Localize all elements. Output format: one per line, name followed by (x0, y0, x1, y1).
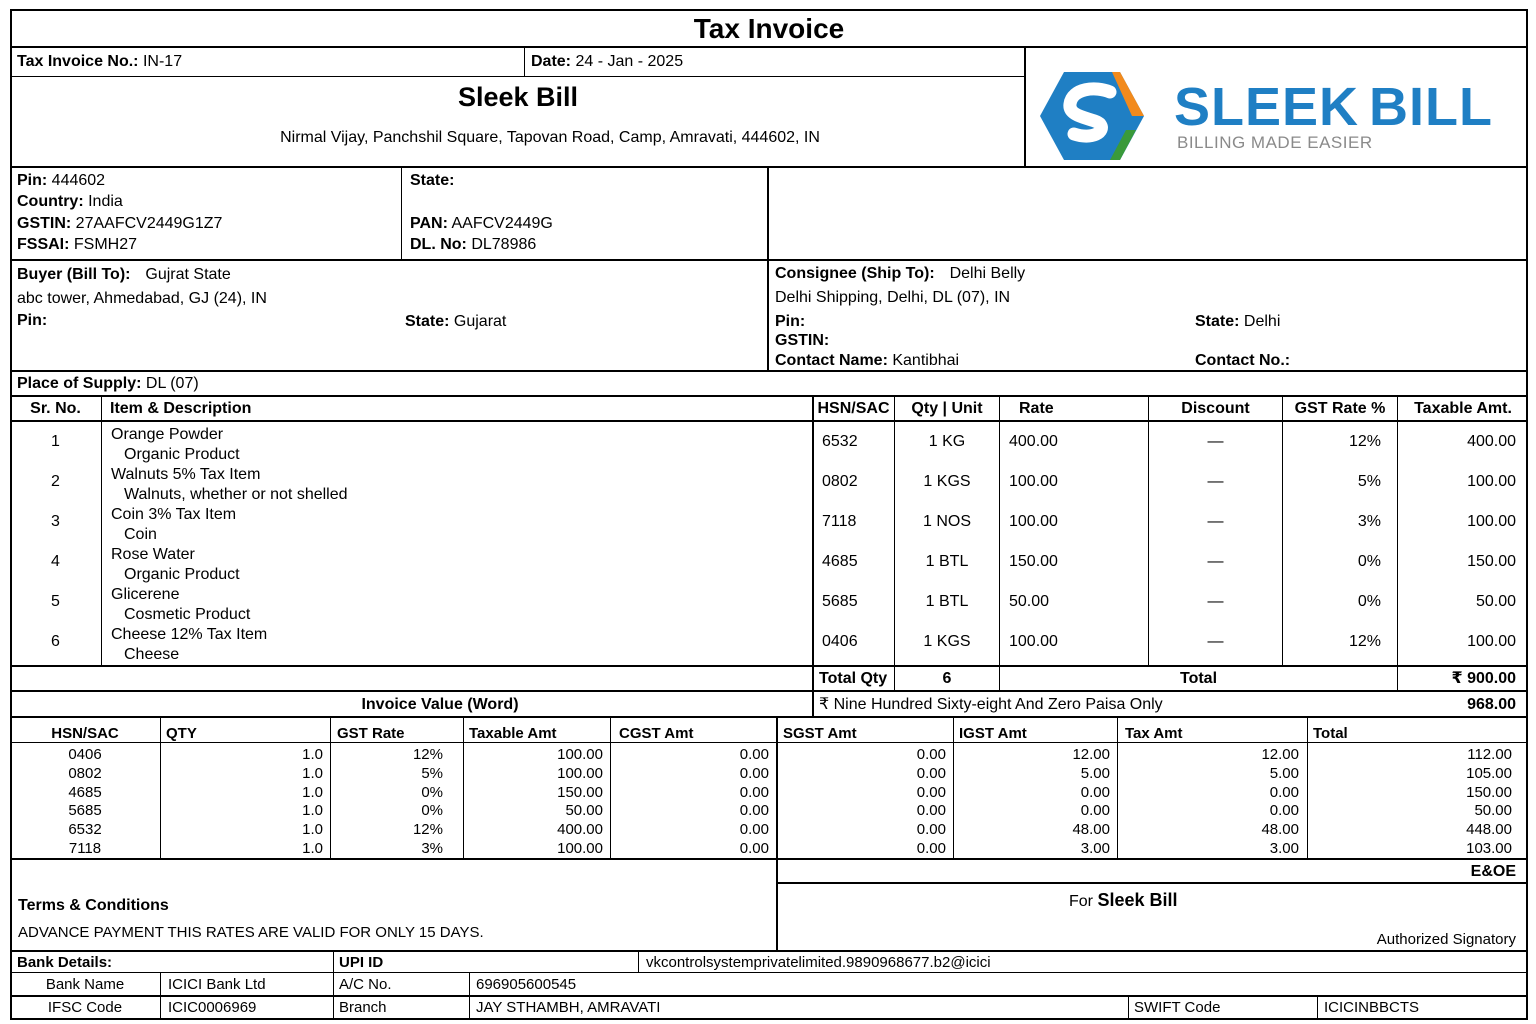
tax-header-cell: Tax Amt (1125, 725, 1183, 742)
tax-cell: 1.0 (302, 802, 323, 820)
item-hsn: 5685 (822, 593, 858, 610)
tax-cell: 1.0 (302, 764, 323, 782)
invoice-date-value: 24 - Jan - 2025 (575, 53, 684, 70)
item-discount: — (1207, 633, 1224, 650)
divider (10, 76, 1026, 77)
seller-country (17, 194, 123, 210)
item-description: Walnuts, whether or not shelled (124, 486, 348, 503)
tax-cell: 1.0 (302, 783, 323, 801)
tax-header-cell: HSN/SAC (51, 725, 119, 742)
bank-title: Bank Details: (17, 954, 113, 971)
tax-cell: 0.00 (1080, 783, 1110, 801)
value: Delhi (1243, 313, 1281, 330)
buyer-pin-label: Pin: (17, 312, 48, 329)
item-discount: — (1207, 513, 1224, 530)
label: State: (410, 172, 455, 189)
seller-gstin (17, 216, 222, 232)
upi-value: vkcontrolsystemprivatelimited.9890968677.b2@icici (646, 954, 991, 971)
divider (638, 950, 639, 973)
value: FSMH27 (73, 236, 138, 253)
divider (10, 166, 1528, 168)
signature-for (1069, 891, 1178, 910)
divider (812, 395, 814, 718)
logo-brand (1174, 77, 1494, 137)
item-gst: 5% (1357, 473, 1381, 490)
tax-cell: 0% (421, 802, 443, 820)
item-taxable: 100.00 (1467, 513, 1516, 530)
tax-cell: 0.00 (739, 764, 769, 782)
label: DL. No: (410, 236, 467, 253)
item-name: Walnuts 5% Tax Item (111, 466, 261, 483)
ac-value: 696905600545 (476, 976, 577, 993)
tax-cell: 0406 (68, 746, 102, 763)
tax-cell: 150.00 (1466, 783, 1512, 801)
items-header-cell: Item & Description (110, 400, 252, 417)
seller-address: Nirmal Vijay, Panchshil Square, Tapovan Road, Camp, Amravati, 444602, IN (280, 129, 820, 146)
ac-label: A/C No. (339, 976, 392, 993)
divider (10, 972, 1528, 973)
tax-cell: 112.00 (1467, 746, 1512, 763)
consignee-pin-label: Pin: (775, 313, 806, 330)
tax-cell: 100.00 (557, 764, 603, 782)
total-qty-label: Total Qty (819, 670, 888, 687)
logo-tagline: BILLING MADE EASIER (1177, 133, 1373, 152)
tax-header-cell: SGST Amt (783, 725, 857, 742)
divider (778, 882, 1528, 884)
bank-name: ICICI Bank Ltd (168, 976, 266, 993)
items-header-cell: GST Rate % (1294, 400, 1386, 417)
item-sr: 5 (51, 593, 60, 610)
tax-cell: 12% (412, 821, 443, 839)
item-taxable: 100.00 (1467, 633, 1516, 650)
divider (10, 420, 1528, 422)
item-taxable: 100.00 (1467, 473, 1516, 490)
label: FSSAI: (17, 236, 70, 253)
item-taxable: 150.00 (1467, 553, 1516, 570)
invoice-number-label: Tax Invoice No.: (17, 53, 139, 70)
item-name: Cheese 12% Tax Item (111, 626, 268, 643)
tax-cell: 100.00 (557, 746, 603, 763)
invoice-number (17, 54, 182, 70)
label: Consignee (Ship To): (775, 265, 935, 282)
tax-cell: 5% (421, 764, 443, 782)
item-name: Rose Water (111, 546, 195, 563)
item-sr: 4 (51, 553, 60, 570)
buyer-state (405, 314, 506, 330)
items-header-cell: Sr. No. (30, 400, 81, 417)
authorized-signatory: Authorized Signatory (1376, 931, 1516, 948)
tax-cell: 3.00 (1080, 840, 1110, 857)
value: Kantibhai (892, 352, 960, 369)
logo-mark-icon (1036, 68, 1146, 164)
tax-cell: 0.00 (916, 764, 946, 782)
divider (10, 395, 1528, 397)
tax-cell: 4685 (68, 783, 102, 801)
item-gst: 0% (1357, 553, 1381, 570)
divider (999, 395, 1000, 691)
divider (160, 972, 161, 1020)
tax-header-cell: IGST Amt (959, 725, 1027, 742)
invoice-date (531, 54, 683, 70)
tax-cell: 5.00 (1080, 764, 1110, 782)
invoice-value-words: ₹ Nine Hundred Sixty-eight And Zero Paisa Only (819, 696, 1163, 713)
tax-cell: 3.00 (1269, 840, 1299, 857)
branch-value: JAY STHAMBH, AMRAVATI (476, 999, 661, 1016)
item-name: Coin 3% Tax Item (111, 506, 237, 523)
ifsc-value: ICIC0006969 (168, 999, 257, 1016)
tax-cell: 0.00 (739, 802, 769, 820)
tax-cell: 0.00 (916, 783, 946, 801)
tax-cell: 3% (421, 840, 443, 857)
tax-cell: 50.00 (565, 802, 603, 820)
divider (469, 972, 470, 1020)
tax-cell: 48.00 (1072, 821, 1110, 839)
label: Place of Supply: (17, 375, 142, 392)
tax-cell: 7118 (68, 840, 102, 857)
value: Sleek Bill (1097, 890, 1178, 910)
item-rate: 50.00 (1009, 593, 1050, 610)
total-amount: ₹ 900.00 (1451, 670, 1516, 687)
tax-cell: 0% (421, 783, 443, 801)
items-header-cell: HSN/SAC (817, 400, 890, 417)
item-taxable: 400.00 (1467, 433, 1516, 450)
item-sr: 3 (51, 513, 60, 530)
item-qty: 1 KGS (923, 633, 971, 650)
tax-cell: 0.00 (739, 746, 769, 763)
consignee-contact-no-label: Contact No.: (1195, 352, 1291, 369)
tax-header-cell: CGST Amt (619, 725, 694, 742)
place-of-supply (17, 376, 199, 392)
buyer-name (17, 267, 231, 283)
seller-pan (410, 216, 553, 232)
item-qty: 1 NOS (922, 513, 971, 530)
sleekbill-logo (1036, 68, 1516, 164)
consignee-name (775, 266, 1025, 282)
tax-cell: 0.00 (916, 746, 946, 763)
tax-header-cell: QTY (166, 725, 197, 742)
items-header-cell: Qty | Unit (911, 400, 983, 417)
seller-state (410, 173, 454, 189)
label: State: (1195, 313, 1240, 330)
eoe: E&OE (1470, 863, 1516, 880)
item-qty: 1 KGS (923, 473, 971, 490)
seller-dl (410, 237, 536, 253)
item-qty: 1 KG (928, 433, 966, 450)
tax-cell: 0802 (68, 764, 102, 782)
item-qty: 1 BTL (925, 593, 969, 610)
divider (333, 950, 334, 1020)
item-description: Coin (124, 526, 157, 543)
tax-cell: 5685 (68, 802, 102, 820)
item-qty: 1 BTL (925, 553, 969, 570)
terms-text: ADVANCE PAYMENT THIS RATES ARE VALID FOR ONLY 15 DAYS. (18, 924, 484, 941)
item-discount: — (1207, 553, 1224, 570)
item-gst: 12% (1348, 433, 1381, 450)
label: Contact Name: (775, 352, 888, 369)
divider (767, 166, 769, 371)
divider (10, 259, 1528, 261)
items-header-cell: Discount (1181, 400, 1250, 417)
item-rate: 150.00 (1009, 553, 1058, 570)
label: GSTIN: (17, 215, 72, 232)
divider (10, 995, 1528, 997)
tax-header-cell: GST Rate (337, 725, 405, 742)
invoice-title: Tax Invoice (693, 13, 845, 44)
value: 27AAFCV2449G1Z7 (75, 215, 223, 232)
item-sr: 2 (51, 473, 60, 490)
item-discount: — (1207, 593, 1224, 610)
seller-fssai (17, 237, 137, 253)
tax-cell: 0.00 (739, 840, 769, 857)
invoice-date-label: Date: (531, 53, 572, 70)
ifsc-label: IFSC Code (47, 999, 123, 1016)
tax-cell: 12.00 (1072, 746, 1110, 763)
tax-cell: 0.00 (739, 821, 769, 839)
tax-cell: 0.00 (1269, 783, 1299, 801)
item-rate: 100.00 (1009, 473, 1058, 490)
tax-cell: 0.00 (916, 840, 946, 857)
value: Gujarat (453, 313, 507, 330)
label: Pin: (17, 172, 48, 189)
tax-cell: 150.00 (557, 783, 603, 801)
tax-cell: 0.00 (916, 802, 946, 820)
divider (10, 690, 1528, 692)
seller-name: Sleek Bill (457, 82, 579, 112)
value: Gujrat State (145, 266, 231, 283)
divider (1128, 995, 1129, 1020)
item-gst: 12% (1348, 633, 1381, 650)
divider (101, 395, 102, 666)
total-label: Total (1179, 670, 1218, 687)
invoice-value: 968.00 (1467, 696, 1516, 713)
divider (1317, 995, 1318, 1020)
divider (10, 742, 1528, 743)
item-hsn: 0802 (822, 473, 858, 490)
item-name: Orange Powder (111, 426, 224, 443)
label: PAN: (410, 215, 448, 232)
total-qty: 6 (942, 670, 952, 687)
tax-cell: 448.00 (1466, 821, 1512, 839)
item-sr: 6 (51, 633, 60, 650)
divider (10, 950, 1528, 952)
value: 444602 (51, 172, 106, 189)
value: AAFCV2449G (451, 215, 553, 232)
logo-brand-part: K (1319, 77, 1360, 137)
item-rate: 400.00 (1009, 433, 1058, 450)
invoice-value-label: Invoice Value (Word) (361, 696, 519, 713)
value: Delhi Belly (949, 265, 1026, 282)
consignee-contact-name (775, 353, 959, 369)
branch-label: Branch (339, 999, 387, 1016)
seller-pin (17, 173, 105, 189)
value: India (88, 193, 123, 210)
value: DL (07) (145, 375, 199, 392)
item-description: Organic Product (124, 566, 240, 583)
consignee-address: Delhi Shipping, Delhi, DL (07), IN (775, 289, 1011, 306)
upi-label: UPI ID (339, 954, 384, 971)
item-hsn: 7118 (822, 513, 857, 530)
item-hsn: 0406 (822, 633, 858, 650)
tax-cell: 100.00 (557, 840, 603, 857)
tax-cell: 0.00 (1080, 802, 1110, 820)
item-name: Glicerene (111, 586, 180, 603)
items-header-cell: Taxable Amt. (1414, 400, 1512, 417)
tax-cell: 12.00 (1261, 746, 1299, 763)
buyer-address: abc tower, Ahmedabad, GJ (24), IN (17, 290, 267, 307)
divider (401, 166, 402, 260)
terms-title: Terms & Conditions (18, 897, 169, 914)
swift-label: SWIFT Code (1134, 999, 1221, 1016)
divider (10, 858, 1528, 860)
divider (10, 665, 1528, 667)
tax-cell: 0.00 (739, 783, 769, 801)
item-hsn: 4685 (822, 553, 858, 570)
logo-brand-part: SLEE (1174, 77, 1320, 137)
consignee-state (1195, 314, 1280, 330)
item-gst: 3% (1357, 513, 1381, 530)
items-header-cell: Rate (1019, 400, 1054, 417)
tax-cell: 0.00 (1269, 802, 1299, 820)
divider (10, 716, 1528, 718)
label: State: (405, 313, 450, 330)
tax-cell: 0.00 (916, 821, 946, 839)
logo-brand-part: BILL (1369, 77, 1494, 137)
tax-cell: 48.00 (1261, 821, 1299, 839)
tax-cell: 1.0 (302, 821, 323, 839)
tax-header-cell: Taxable Amt (469, 725, 557, 742)
item-taxable: 50.00 (1475, 593, 1516, 610)
item-description: Cheese (124, 646, 180, 663)
label: For (1069, 893, 1093, 910)
item-sr: 1 (51, 433, 60, 450)
bank-name-label: Bank Name (45, 976, 125, 993)
value: DL78986 (471, 236, 537, 253)
tax-cell: 5.00 (1269, 764, 1299, 782)
tax-cell: 50.00 (1474, 802, 1512, 820)
divider (10, 46, 1528, 48)
item-discount: — (1207, 433, 1224, 450)
swift-value: ICICINBBCTS (1324, 999, 1420, 1016)
tax-cell: 105.00 (1466, 764, 1512, 782)
item-gst: 0% (1357, 593, 1381, 610)
tax-cell: 103.00 (1466, 840, 1512, 857)
tax-cell: 400.00 (557, 821, 603, 839)
consignee-gstin-label: GSTIN: (775, 332, 830, 349)
tax-cell: 1.0 (302, 746, 323, 763)
label: Buyer (Bill To): (17, 266, 131, 283)
tax-header-cell: Total (1313, 725, 1348, 742)
item-rate: 100.00 (1009, 513, 1058, 530)
divider (524, 46, 525, 77)
tax-cell: 1.0 (302, 840, 323, 857)
tax-cell: 6532 (68, 821, 102, 839)
item-description: Organic Product (124, 446, 240, 463)
item-description: Cosmetic Product (124, 606, 251, 623)
tax-cell: 12% (412, 746, 443, 763)
divider (10, 370, 1528, 372)
item-rate: 100.00 (1009, 633, 1058, 650)
item-discount: — (1207, 473, 1224, 490)
item-hsn: 6532 (822, 433, 858, 450)
invoice-number-value: IN-17 (142, 53, 183, 70)
label: Country: (17, 193, 84, 210)
